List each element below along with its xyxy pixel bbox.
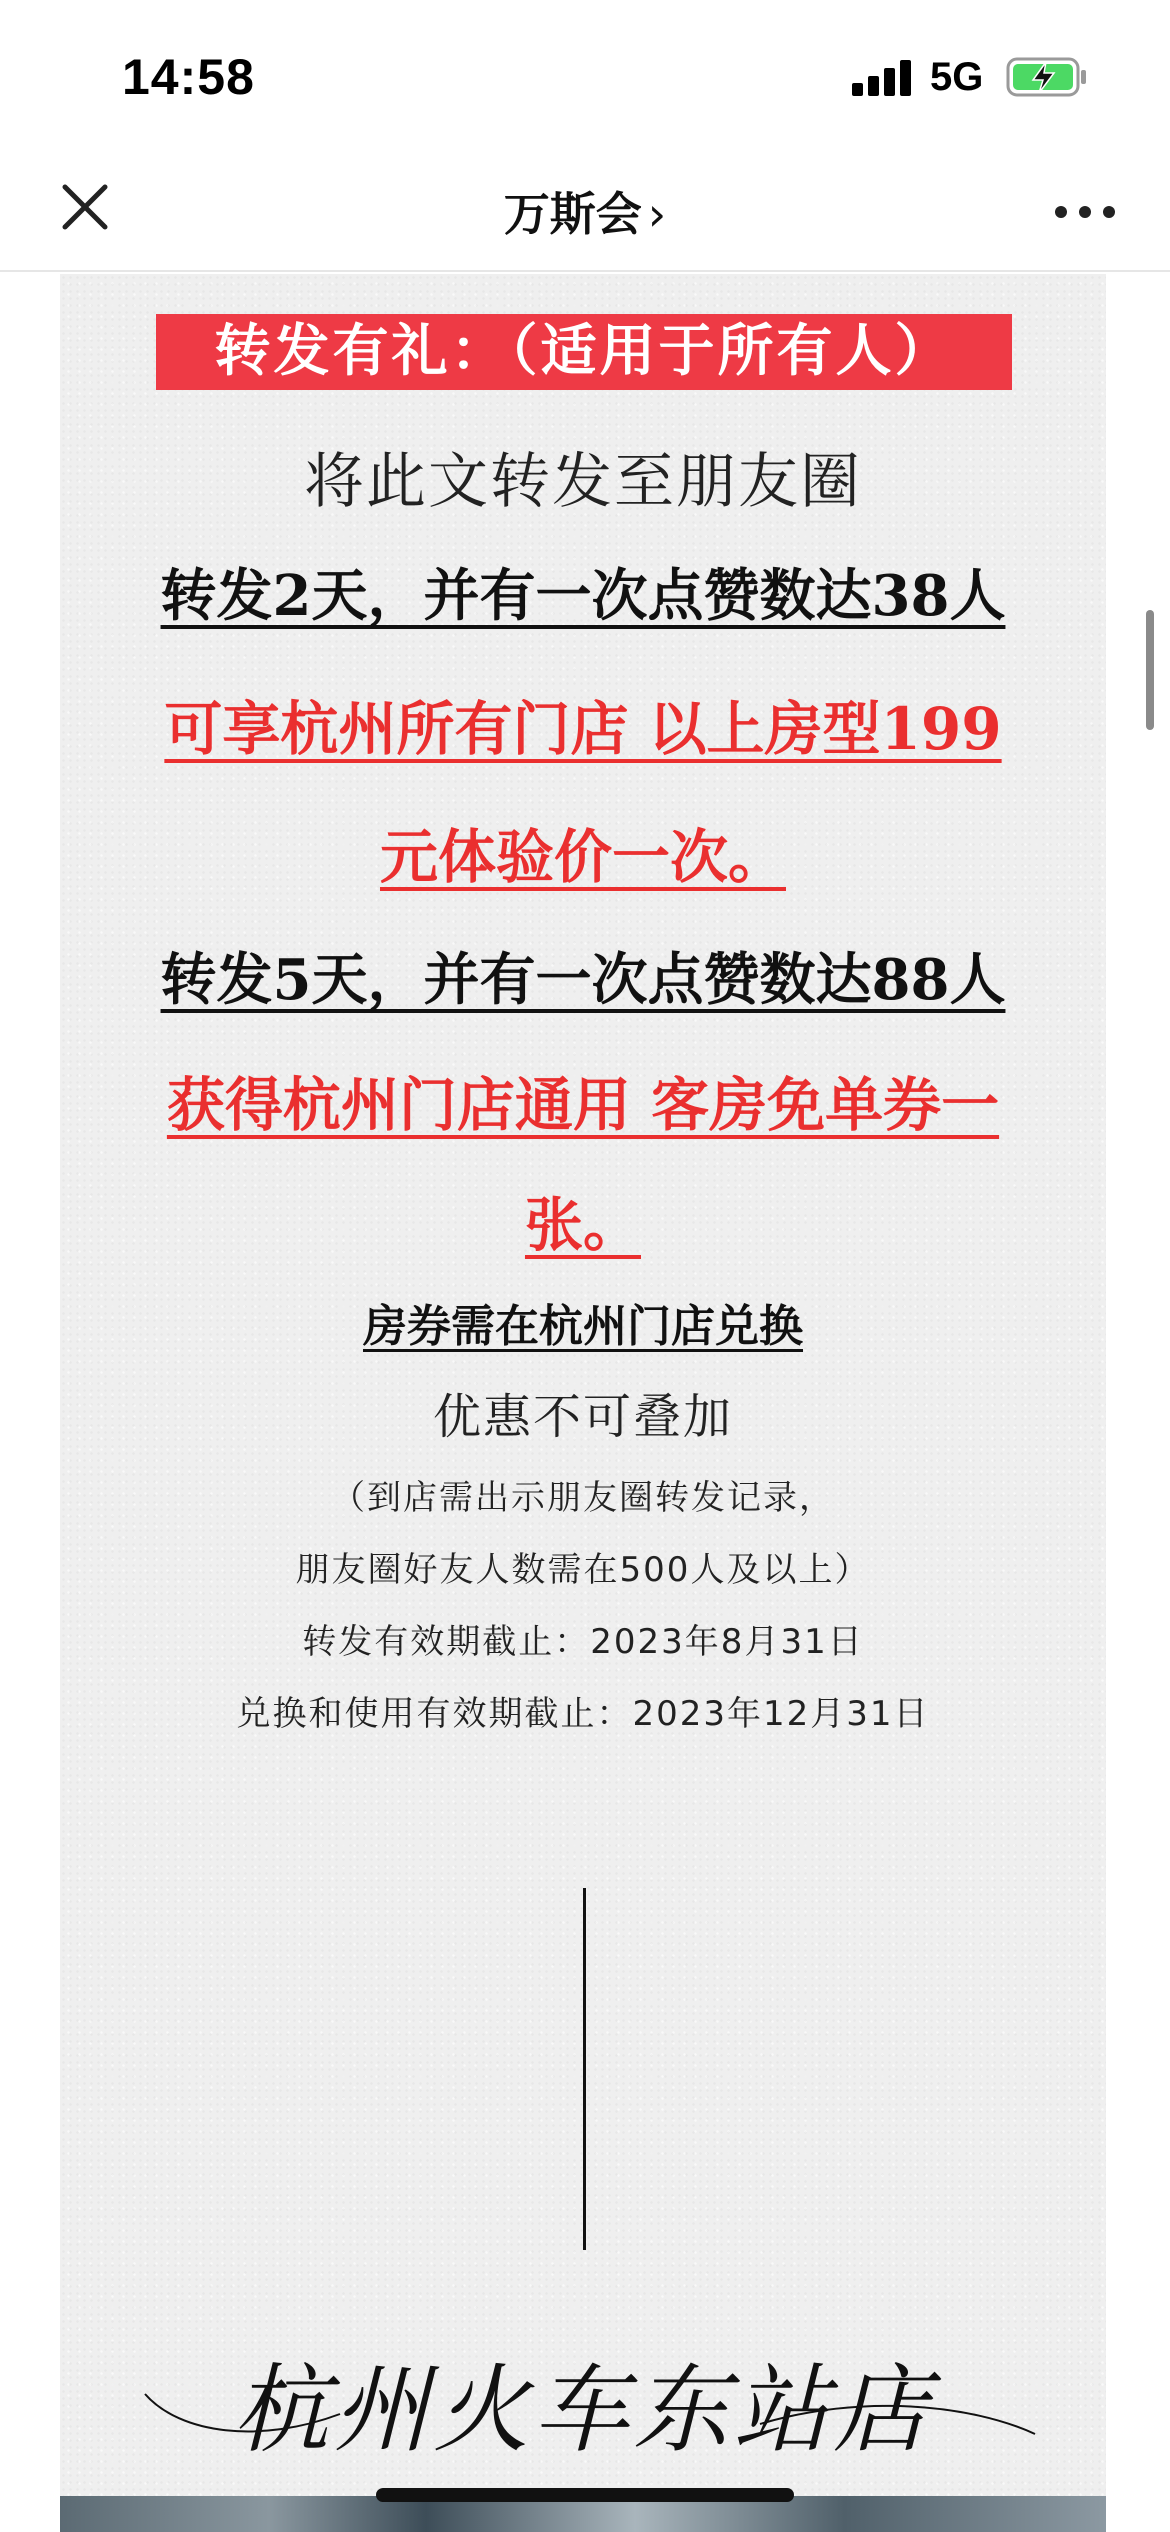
account-title-link[interactable] xyxy=(0,178,1170,244)
status-time: 14:58 xyxy=(122,49,255,105)
more-icon[interactable] xyxy=(1050,190,1120,230)
chevron-right-icon: › xyxy=(647,187,667,241)
promo-heading: 转发有礼：（适用于所有人） xyxy=(214,319,954,384)
account-name: 万斯会 xyxy=(503,187,642,241)
no-stacking-note: 优惠不可叠加 xyxy=(432,1389,733,1445)
share-instruction: 将此文转发至朋友圈 xyxy=(304,447,862,517)
article-content xyxy=(60,274,1106,2532)
redeem-note: 房券需在杭州门店兑换 xyxy=(363,1301,803,1352)
redeem-deadline: 兑换和使用有效期截止：2023年12月31日 xyxy=(236,1694,930,1734)
vertical-divider xyxy=(583,1888,586,2250)
cellular-signal-icon xyxy=(852,60,912,96)
status-bar xyxy=(0,0,1170,150)
scrollbar[interactable] xyxy=(1146,610,1154,730)
tier1-reward-line1: 可享杭州所有门店 以上房型199 xyxy=(164,695,1002,763)
tier2-condition: 转发5天，并有一次点赞数达88人 xyxy=(160,947,1006,1013)
tier1-reward-line2: 元体验价一次。 xyxy=(379,823,786,891)
battery-charging-icon xyxy=(1006,57,1088,97)
navigation-bar xyxy=(0,150,1170,272)
tier2-reward-line2: 张。 xyxy=(524,1191,641,1259)
tier2-reward-line1: 获得杭州门店通用 客房免单券一 xyxy=(166,1071,1000,1139)
note-line-1: （到店需出示朋友圈转发记录， xyxy=(331,1478,835,1518)
network-type-label: 5G xyxy=(930,55,984,99)
share-deadline: 转发有效期截止：2023年8月31日 xyxy=(302,1622,864,1662)
home-indicator[interactable] xyxy=(376,2488,794,2502)
tier1-condition: 转发2天，并有一次点赞数达38人 xyxy=(160,563,1006,629)
note-line-2: 朋友圈好友人数需在500人及以上） xyxy=(295,1550,871,1590)
store-title: 杭州火车东站店 xyxy=(233,2354,933,2466)
